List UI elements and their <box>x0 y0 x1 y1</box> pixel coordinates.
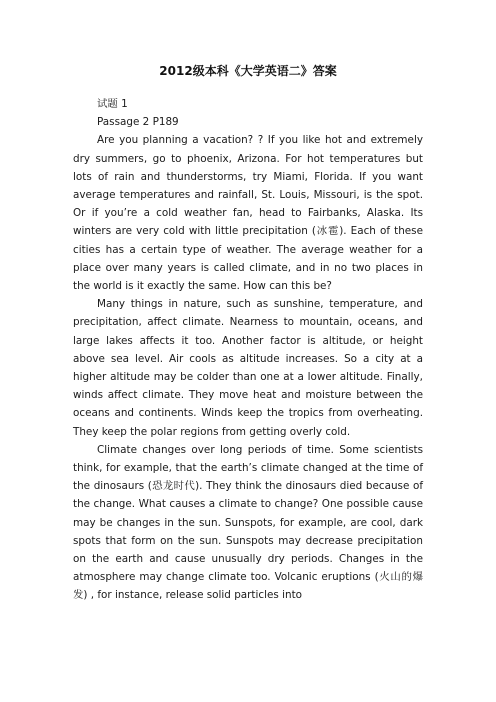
paragraph-1: Are you planning a vacation? ? If you like hot and extremely dry summers, go to phoenix, Arizona. For hot temperatures but lots of rain and thunderstorms, try Miami, Florida. If you want average temperatures and rainfall, St. Louis, Missouri, is the spot. Or if you’re a cold weather fan, head to Fairbanks, Alaska. Its winters are very cold with little precipitation (冰雹). Each of these cities has a certain type of weather. The average weather for a place over many years is called climate, and in no two places in the world is it exactly the same. How can this be? <box>73 134 423 293</box>
document-body <box>73 95 423 605</box>
document-title: 2012级本科《大学英语二》答案 <box>159 64 337 78</box>
question-label: 试题 1 <box>97 98 128 110</box>
paragraph-3: Climate changes over long periods of time. Some scientists think, for example, that the earth’s climate changed at the time of the dinosaurs (恐龙时代). They think the dinosaurs died because of the change. What causes a climate to change? One possible cause may be changes in the sun. Sunspots, for example, are cool, dark spots that form on the sun. Sunspots may decrease precipitation on the earth and cause unusually dry periods. Changes in the atmosphere may change climate too. Volcanic eruptions (火山的爆发) , for instance, release solid particles into <box>73 443 423 602</box>
passage-label: Passage 2 P189 <box>97 116 179 129</box>
paragraph-2: Many things in nature, such as sunshine, temperature, and precipitation, affect climate. Nearness to mountain, oceans, and large lakes affects it too. Another factor is altitude, or height above sea level. Air cools as altitude increases. So a city at a higher altitude may be colder than one at a lower altitude. Finally, winds affect climate. They move heat and moisture between the oceans and continents. Winds keep the tropics from overheating. They keep the polar regions from getting overly cold. <box>73 298 423 438</box>
